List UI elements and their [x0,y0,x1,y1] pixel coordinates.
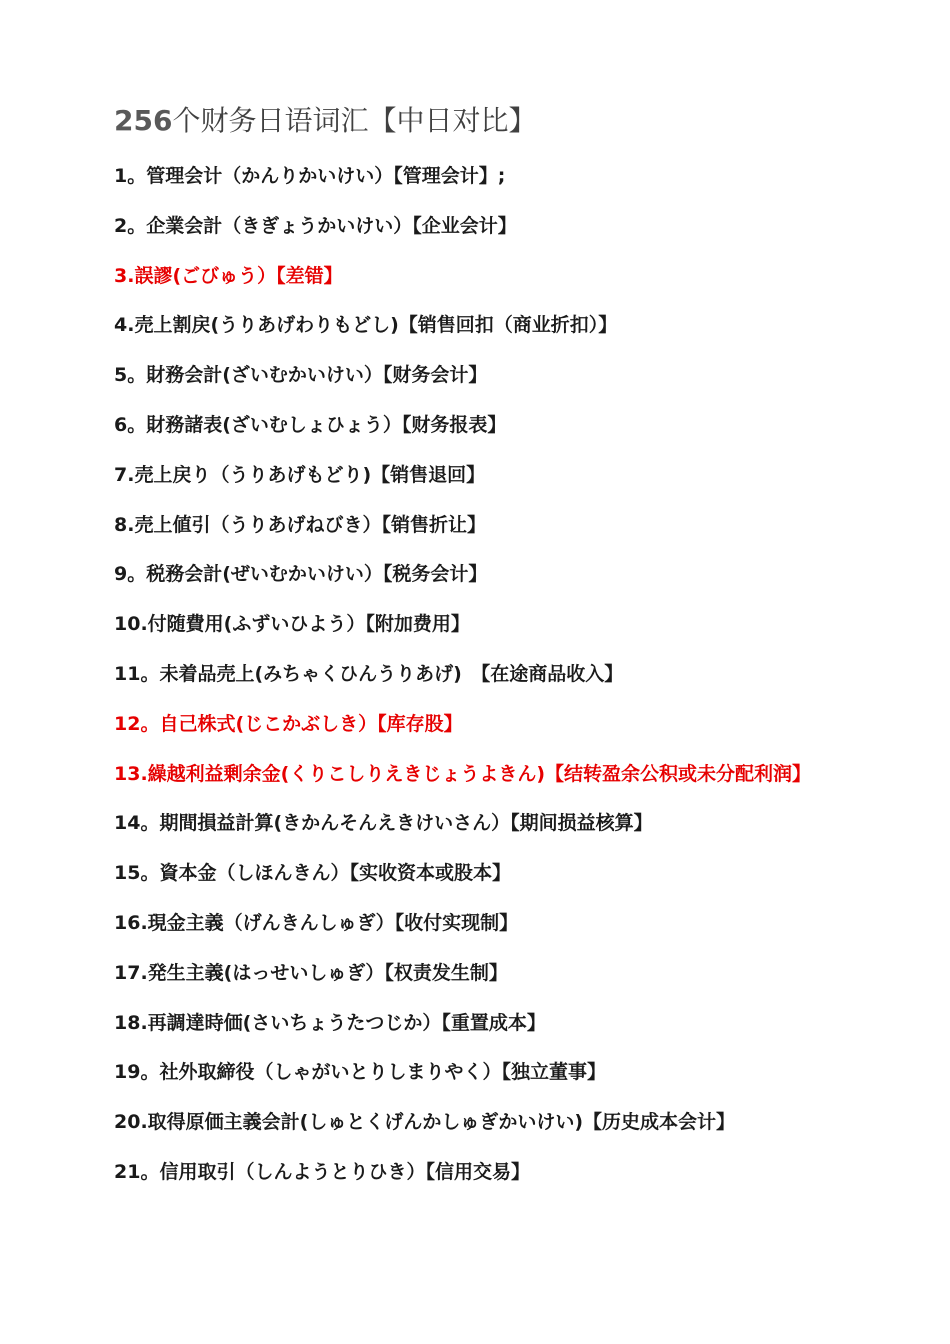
list-item: 12。自己株式(じこかぶしき）【库存股】 [114,712,463,735]
list-item: 4.売上割戻(うりあげわりもどし)【销售回扣（商业折扣）】 [114,314,618,337]
list-item: 6。財務諸表(ざいむしょひょう）【财务报表】 [114,413,507,436]
title-number: 256 [114,104,173,137]
document-title [114,101,536,141]
list-item: 17.発生主義(はっせいしゅぎ）【权责发生制】 [114,961,508,984]
list-item: 21。信用取引（しんようとりひき）【信用交易】 [114,1160,530,1183]
list-item: 10.付随費用(ふずいひよう）【附加费用】 [114,613,470,636]
list-item: 18.再調達時価(さいちょうたつじか）【重置成本】 [114,1011,546,1034]
list-item: 11。未着品売上(みちゃくひんうりあげ) 【在途商品收入】 [114,662,624,685]
list-item: 19。社外取締役（しゃがいとりしまりやく）【独立董事】 [114,1061,606,1084]
list-item: 20.取得原価主義会計(しゅとくげんかしゅぎかいけい)【历史成本会计】 [114,1111,736,1134]
list-item: 1。管理会计（かんりかいけい）【管理会计】; [114,165,506,187]
title-text: 个财务日语词汇【中日对比】 [172,104,537,137]
list-item: 15。資本金（しほんきん）【实收资本或股本】 [114,862,511,885]
list-item: 13.繰越利益剰余金(くりこしりえきじょうよきん)【结转盈余公积或未分配利润】 [114,762,812,785]
list-item: 9。税務会計(ぜいむかいけい）【税务会计】 [114,563,488,586]
list-item: 7.売上戻り（うりあげもどり)【销售退回】 [114,463,486,486]
vocabulary-list [114,152,854,1198]
list-item: 14。期間損益計算(きかんそんえきけいさん）【期间损益核算】 [114,812,653,835]
list-item: 3.誤謬(ごびゅう）【差错】 [114,264,343,287]
list-item: 16.現金主義（げんきんしゅぎ）【收付实现制】 [114,911,519,934]
list-item: 2。企業会計（きぎょうかいけい）【企业会计】 [114,214,517,237]
list-item: 8.売上値引（うりあげねびき）【销售折让】 [114,513,486,536]
list-item: 5。財務会計(ざいむかいけい）【财务会计】 [114,364,488,387]
